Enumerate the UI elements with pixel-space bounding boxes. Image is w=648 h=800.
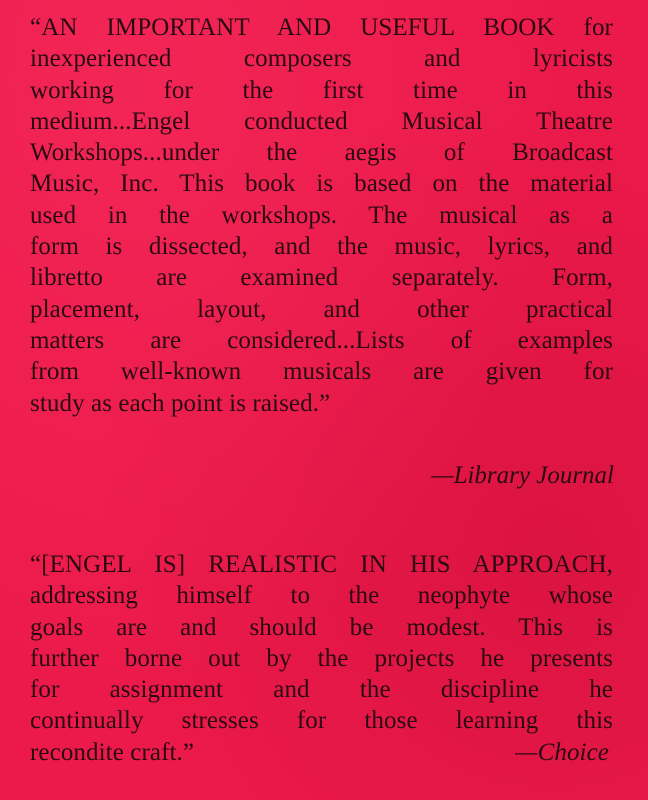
review-line: goals are and should be modest. This is [30,613,613,641]
review-line: for assignment and the discipline he [30,676,613,704]
review-line: Music, Inc. This book is based on the material [30,170,613,198]
review-line: inexperienced composers and lyricists [30,45,613,73]
review-line: further borne out by the projects he presents [30,644,613,672]
review-line: form is dissected, and the music, lyrics, and [30,233,613,261]
review-line: addressing himself to the neophyte whose [30,582,613,610]
review-line: medium...Engel conducted Musical Theatre [30,107,613,135]
attribution-choice: —Choice [515,738,609,766]
review-library-journal [30,12,613,419]
review-line: matters are considered...Lists of examples [30,326,613,354]
attribution-library-journal: —Library Journal [431,462,614,489]
review-line: recondite craft.” [30,738,195,766]
review-line: “[ENGEL IS] REALISTIC IN HIS APPROACH, [30,551,613,578]
review-last-line-row [30,737,613,768]
review-line: libretto are examined separately. Form, [30,264,613,292]
review-line: Workshops...under the aegis of Broadcast [30,139,613,167]
review-line: used in the workshops. The musical as a [30,201,613,229]
review-line: working for the first time in this [30,76,613,104]
review-line: placement, layout, and other practical [30,295,613,323]
review-line: “AN IMPORTANT AND USEFUL BOOK for [30,14,613,41]
review-line: study as each point is raised.” [30,389,331,417]
review-choice [30,549,613,768]
review-line: continually stresses for those learning this [30,707,613,735]
review-line: from well-known musicals are given for [30,358,613,386]
